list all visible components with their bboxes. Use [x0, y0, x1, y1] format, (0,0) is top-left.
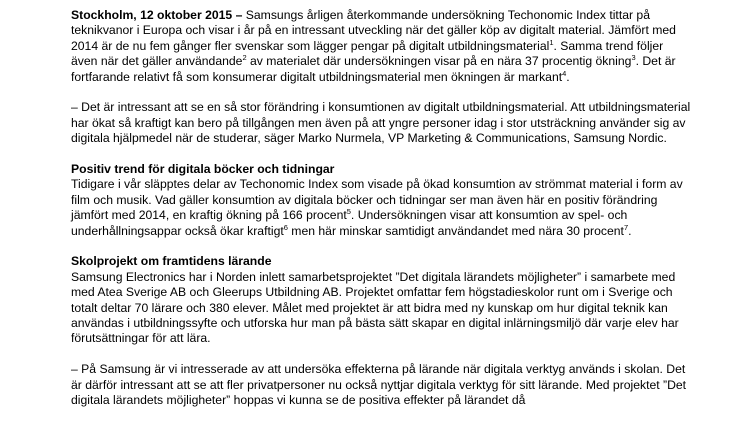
intro-text: . Det är fortfarande relativt få som konsumerar digitalt utbildningsmaterial men ökningen är markant: [71, 54, 676, 84]
section-heading: Positiv trend för digitala böcker och tidningar: [71, 162, 335, 177]
intro-text: . Samma trend följer även när det gäller användande: [71, 38, 664, 69]
dateline: Stockholm, 12 oktober 2015 –: [71, 8, 243, 22]
footnote-ref: 7: [623, 222, 629, 232]
section-paragraph: [71, 177, 691, 239]
section-paragraph: Samsung Electronics har i Norden inlett samarbetsprojektet ”Det digitala lärandets möjligheter” i samarbete med med Atea Sverige AB och Gleerups Utbildning AB. Projektet omfattar fem högstadieskolor runt om i Sverige och totalt deltar 70 lärare och 380 elever. Målet med projektet är att bidra med ny kunskap om hur digital teknik kan användas i utbildningssyfte och utforska hur man på bästa sätt skapar en digital inlärningsmiljö där varje elev har förutsättningar för att lära.: [71, 269, 679, 346]
intro-text: .: [566, 69, 570, 84]
document-body: [71, 8, 691, 424]
footnote-ref: 6: [283, 222, 288, 232]
intro-text: Samsungs årligen återkommande undersökning Techonomic Index tittar på teknikvanor i Europa och visar i år på en intressant utveckling när det gäller köp av digitalt material. Jämfört med 2014 är de nu fem gånger fler svenskar som lägger pengar på digitalt utbildningsmaterial: [71, 8, 676, 53]
section-text: Tidigare i vår släpptes delar av Techonomic Index som visade på ökad konsumtion av strömmat material i form av film och musik. Vad gäller konsumtion av digitala böcker och tidningar ser man även här en positiv förändring jämfört med 2014, en kraftig ökning på 166 procent: [71, 177, 683, 223]
section-text: men här minskar samtidigt användandet med nära 30 procent: [287, 223, 624, 238]
intro-text: av materialet där undersökningen visar på en nära 37 procentig ökning: [246, 54, 632, 69]
quote-paragraph: – På Samsung är vi intresserade av att undersöka effekterna på lärande när digitala verktyg används i skolan. Det är därför intressant att se att fler privatpersoner nu också nyttjar digitala verktyg för sitt lärande. Med projektet ”Det digitala lärandets möjligheter” hoppas vi kunna se de positiva effekter på lärandet då: [71, 362, 687, 408]
footnote-ref: 3: [631, 53, 636, 63]
footnote-ref: 2: [242, 53, 247, 63]
section-text: .: [628, 223, 632, 238]
section-heading: Skolprojekt om framtidens lärande: [71, 254, 272, 269]
section-text: . Undersökningen visar att konsumtion av spel- och underhållningsappar också ökar kraftigt: [71, 208, 628, 238]
footnote-ref: 5: [346, 207, 351, 217]
intro-paragraph: [71, 8, 691, 85]
footnote-ref: 1: [549, 37, 554, 47]
quote-paragraph: – Det är intressant att se en så stor förändring i konsumtionen av digitalt utbildningsmaterial. Att utbildningsmaterial har ökat så kraftigt kan bero på tillgången men även på att yngre personer idag i stor utsträckning använder sig av digitala hjälpmedel när de studerar, säger Marko Nurmela, VP Marketing & Communications, Samsung Nordic.: [71, 100, 691, 146]
footnote-ref: 4: [562, 68, 567, 78]
